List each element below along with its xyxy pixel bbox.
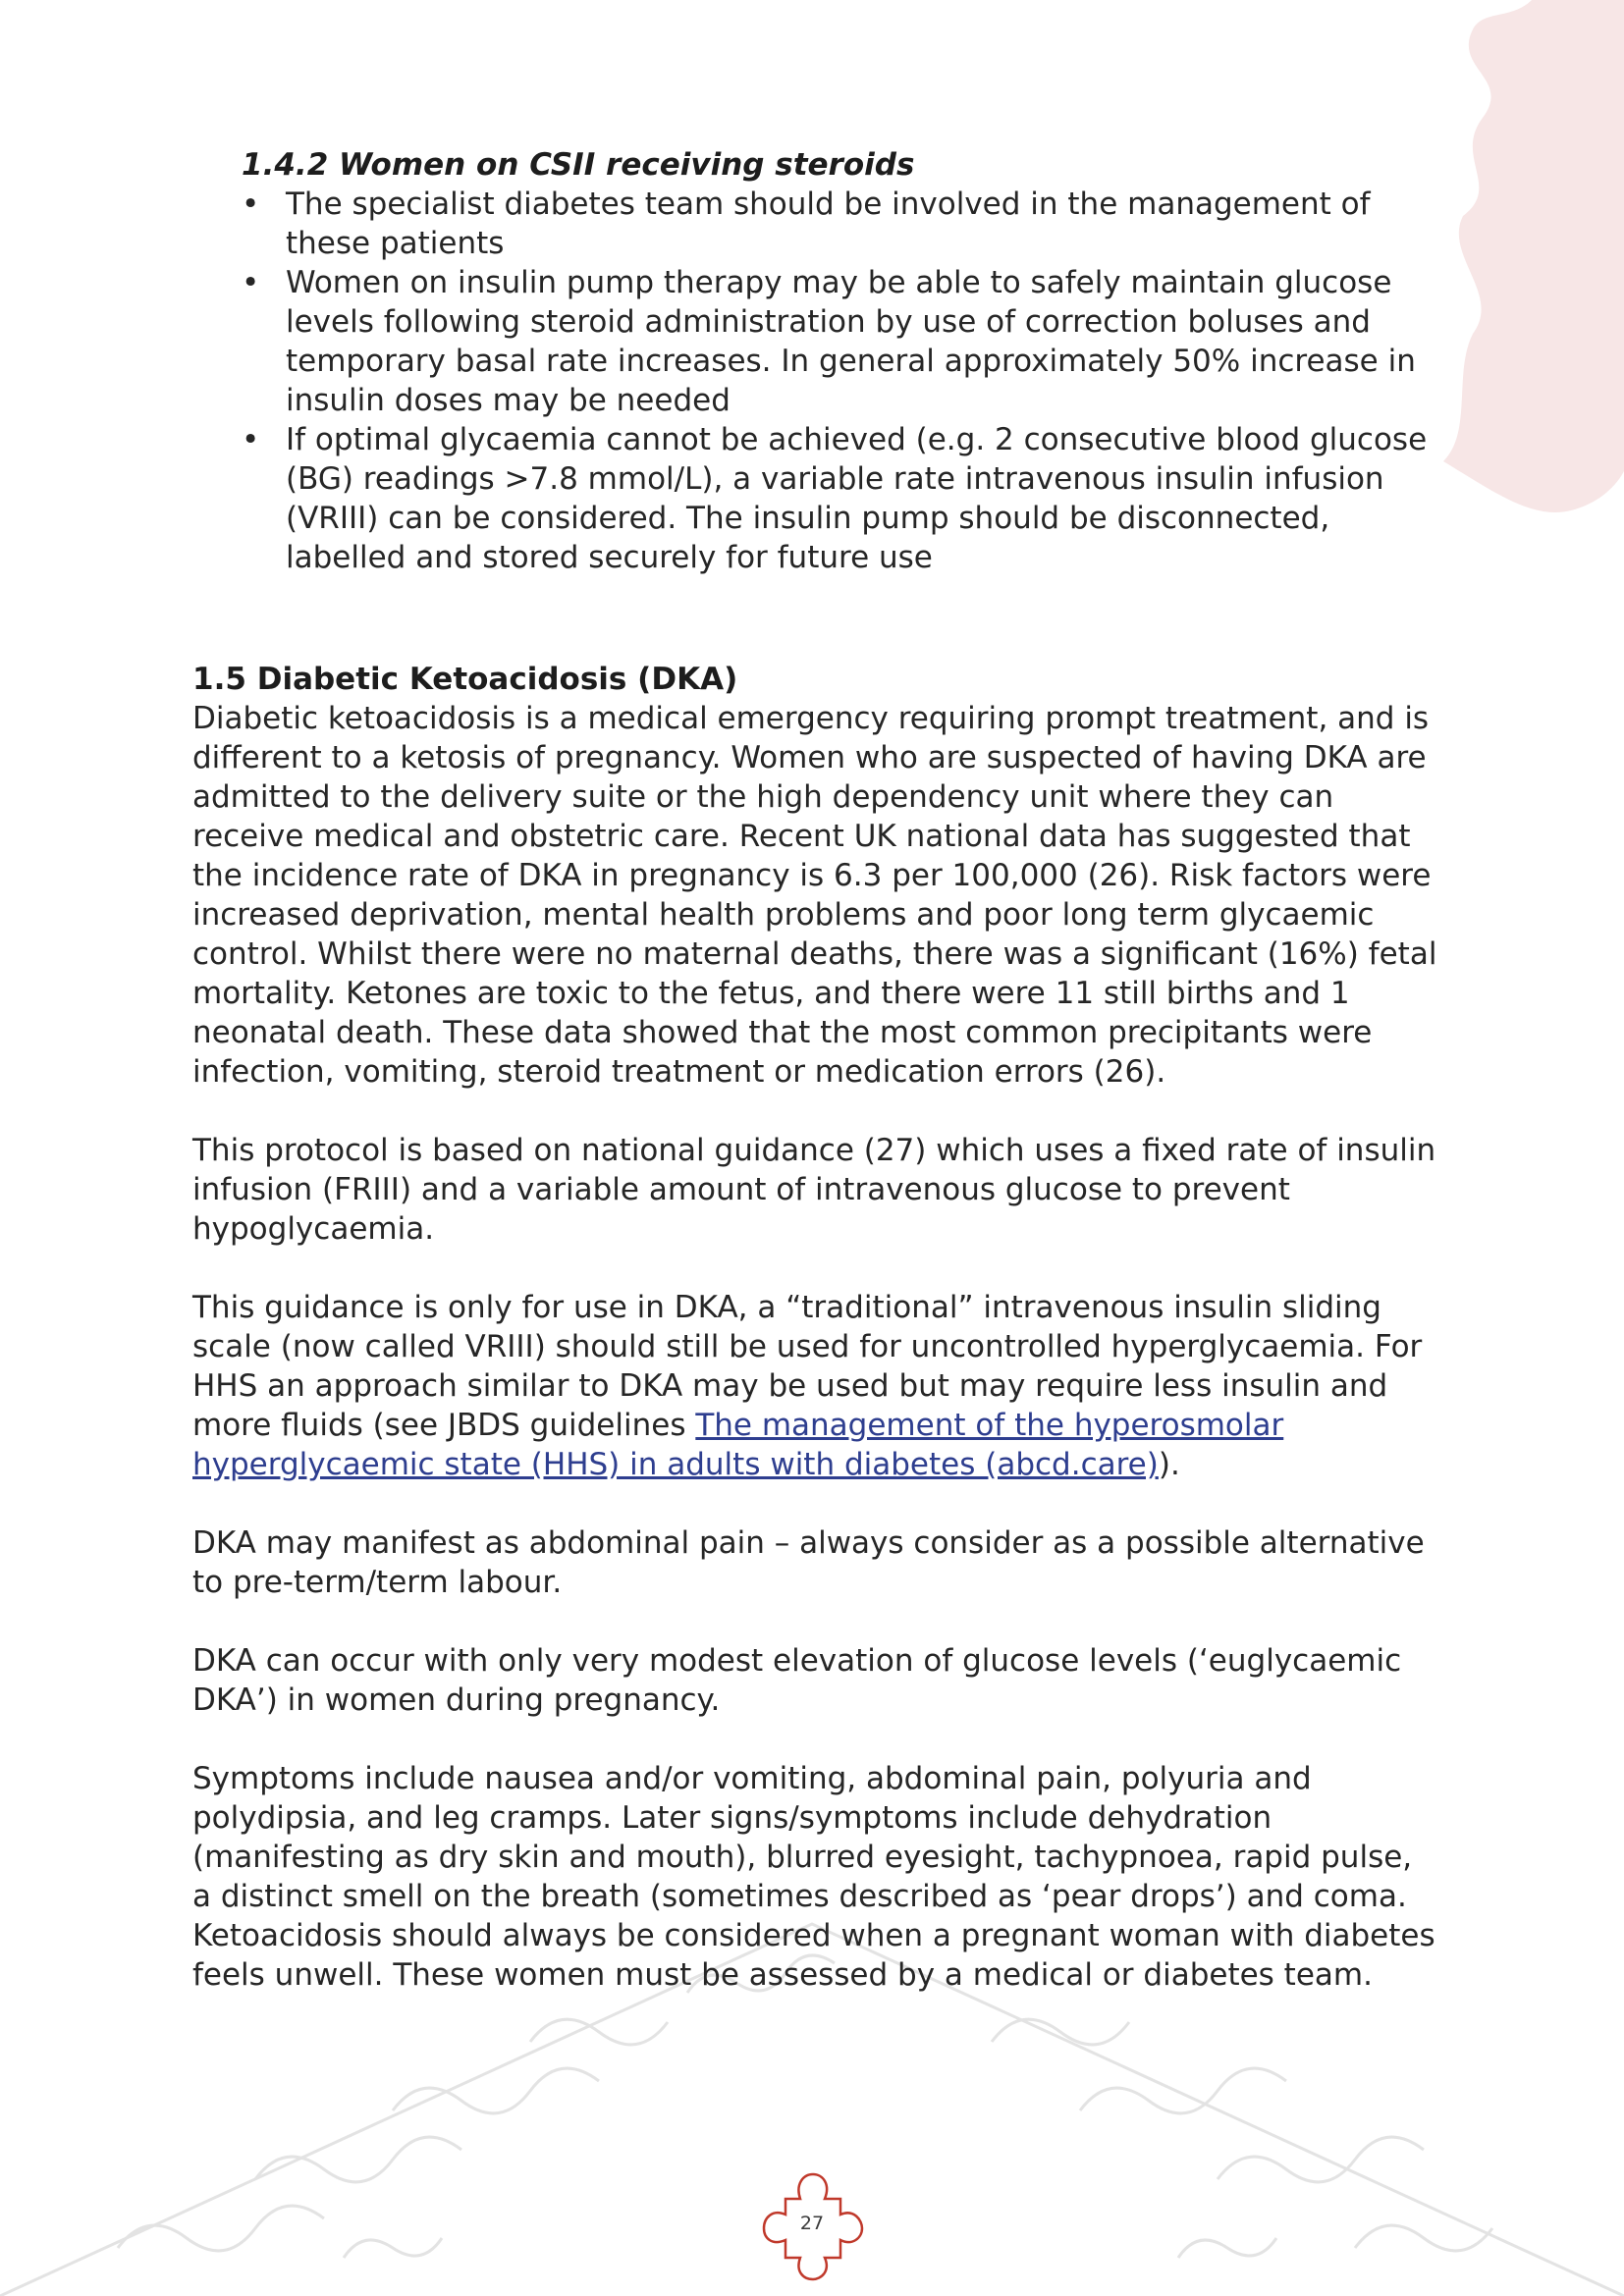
paragraph-abdominal-pain: DKA may manifest as abdominal pain – always consider as a possible alternative to pre-term/term labour. [192, 1525, 1425, 1600]
paragraph-guidance [192, 1288, 1439, 1484]
dka-section [192, 660, 1439, 2034]
paragraph-symptoms: Symptoms include nausea and/or vomiting, abdominal pain, polyuria and polydipsia, and leg cramps. Later signs/symptoms include dehydration (manifesting as dry skin and mouth), blurred eyesight, tachypnoea, rapid pulse, a distinct smell on the breath (sometimes described as ‘pear drops’) and coma. Ketoacidosis should always be considered when a pregnant woman with diabetes feels unwell. These women must be assessed by a medical or diabetes team. [192, 1761, 1435, 1993]
list-item: • If optimal glycaemia cannot be achieved (e.g. 2 consecutive blood glucose (BG) readings >7.8 mmol/L), a variable rate intravenous insulin infusion (VRIII) can be considered. The insulin pump should be disconnected, labelled and stored securely for future use [242, 420, 1439, 577]
list-item: • Women on insulin pump therapy may be able to safely maintain glucose levels following steroid administration by use of correction boluses and temporary basal rate increases. In general approximately 50% increase in insulin doses may be needed [242, 263, 1439, 420]
section-heading: 1.5 Diabetic Ketoacidosis (DKA) [192, 662, 738, 697]
list-item: • The specialist diabetes team should be involved in the management of these patients [242, 185, 1439, 263]
paragraph-intro: Diabetic ketoacidosis is a medical emergency requiring prompt treatment, and is different to a ketosis of pregnancy. Women who are suspected of having DKA are admitted to the delivery suite or the high dependency unit where they can receive medical and obstetric care. Recent UK national data has suggested that the incidence rate of DKA in pregnancy is 6.3 per 100,000 (26). Risk factors were increased deprivation, mental health problems and poor long term glycaemic control. Whilst there were no maternal deaths, there was a significant (16%) fetal mortality. Ketones are toxic to the fetus, and there were 11 still births and 1 neonatal death. These data showed that the most common precipitants were infection, vomiting, steroid treatment or medication errors (26). [192, 701, 1437, 1090]
paragraph-guidance-end: ). [1158, 1447, 1180, 1482]
page-number: 27 [799, 2213, 825, 2234]
hhs-guidelines-link[interactable]: The management of the hyperosmolar hyperglycaemic state (HHS) in adults with diabetes (abcd.care) [192, 1408, 1284, 1482]
paragraph-euglycaemic: DKA can occur with only very modest elevation of glucose levels (‘euglycaemic DKA’) in women during pregnancy. [192, 1643, 1402, 1718]
section-subheading: 1.4.2 Women on CSII receiving steroids [242, 147, 915, 183]
paragraph-guidance-text: This guidance is only for use in DKA, a “traditional” intravenous insulin sliding scale (now called VRIII) should still be used for uncontrolled hyperglycaemia. For HHS an approach similar to DKA may be used but may require less insulin and more fluids (see JBDS guidelines [192, 1290, 1423, 1443]
paragraph-protocol: This protocol is based on national guidance (27) which uses a fixed rate of insulin infusion (FRIII) and a variable amount of intravenous glucose to prevent hypoglycaemia. [192, 1133, 1436, 1247]
top-right-puzzle-piece-decoration [1443, 0, 1624, 512]
bullet-list [242, 185, 1439, 577]
